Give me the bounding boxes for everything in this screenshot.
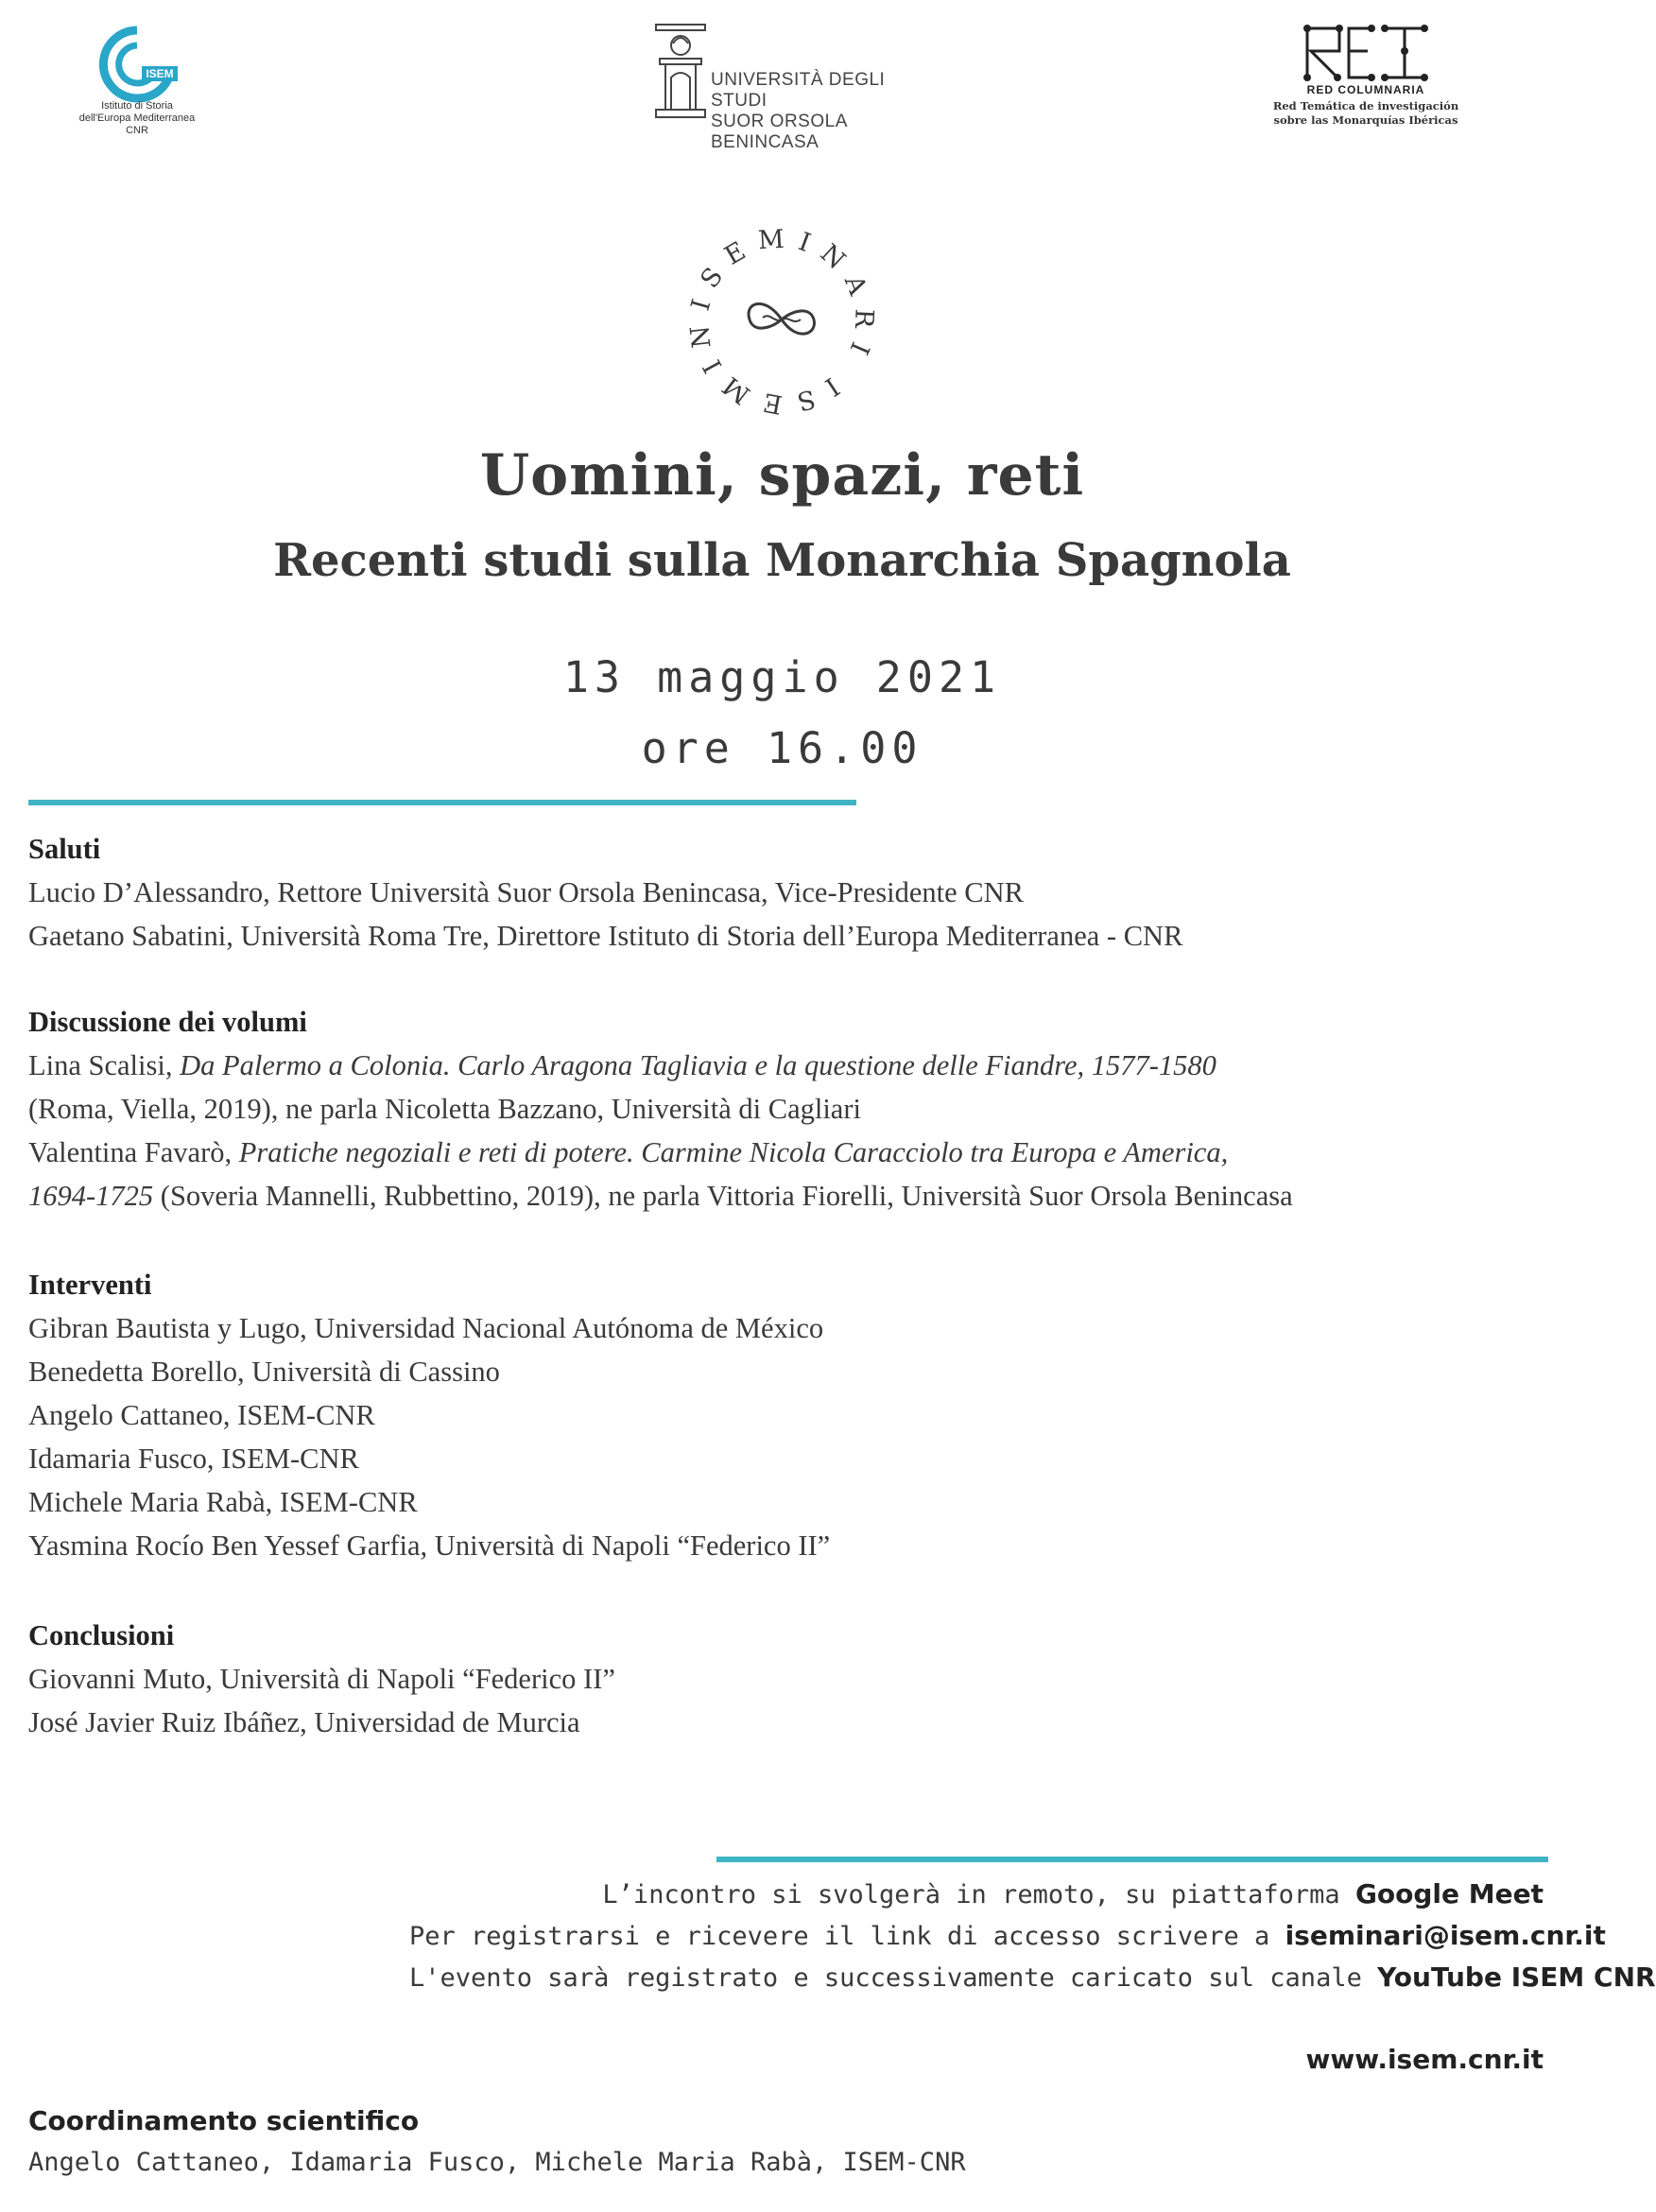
event-time: ore 16.00 <box>641 723 923 773</box>
unisob-name: UNIVERSITÀ DEGLI STUDI SUOR ORSOLA BENINCASA <box>711 70 886 152</box>
university-emblem-icon <box>652 23 709 122</box>
section-heading: Interventi <box>28 1269 152 1301</box>
unisob-logo <box>652 23 926 152</box>
section-heading: Coordinamento scientifico <box>28 2105 420 2136</box>
section-heading: Discussione dei volumi <box>28 1006 307 1038</box>
program-line: Yasmina Rocío Ben Yessef Garfia, Università di Napoli “Federico II” <box>28 1529 831 1562</box>
program-line: Giovanni Muto, Università di Napoli “Federico II” <box>28 1663 615 1695</box>
volume-title: Pratiche negoziali e reti di potere. Carmine Nicola Caracciolo tra Europa e America, <box>238 1136 1229 1168</box>
volume-author: Valentina Favarò, <box>28 1136 239 1168</box>
iseminari-seal <box>659 217 905 425</box>
program-line: Angelo Cattaneo, ISEM-CNR <box>28 1399 375 1431</box>
program-line: (Roma, Viella, 2019), ne parla Nicoletta Bazzano, Università di Cagliari <box>28 1093 861 1125</box>
isem-caption: Istituto di Storia dell'Europa Mediterranea CNR <box>78 100 196 136</box>
event-date: 13 maggio 2021 <box>562 652 1002 702</box>
coordinamento-scientifico <box>28 2100 966 2184</box>
program-line: Idamaria Fusco, ISEM-CNR <box>28 1443 359 1475</box>
program-line: Gibran Bautista y Lugo, Universidad Nacional Autónoma de México <box>28 1312 824 1344</box>
accent-divider-top <box>28 800 856 805</box>
red-columnaria-name: RED COLUMNARIA <box>1306 83 1425 96</box>
section-conclusioni <box>28 1614 1541 1744</box>
red-columnaria-logo <box>1252 23 1479 128</box>
network-grid-icon <box>1300 23 1432 81</box>
program-line <box>28 1131 1541 1174</box>
section-saluti <box>28 827 1541 958</box>
event-info <box>409 1874 1656 1998</box>
program-line <box>28 1044 1541 1087</box>
event-subtitle: Recenti studi sulla Monarchia Spagnola <box>273 534 1291 587</box>
info-platform: L’incontro si svolgerà in remoto, su piattaforma Google Meet <box>602 1878 1544 1910</box>
program-line: Gaetano Sabatini, Università Roma Tre, Direttore Istituto di Storia dell’Europa Mediterranea - CNR <box>28 920 1183 952</box>
section-heading: Saluti <box>28 833 101 865</box>
coordinators-names: Angelo Cattaneo, Idamaria Fusco, Michele Maria Rabà, ISEM-CNR <box>28 2148 966 2177</box>
info-registration: Per registrarsi e ricevere il link di accesso scrivere a iseminari@isem.cnr.it <box>409 1920 1606 1951</box>
event-title: Uomini, spazi, reti <box>479 442 1085 509</box>
website-url: www.isem.cnr.it <box>1305 2044 1544 2075</box>
seal-text: ISEMINARI ISEMIN <box>683 224 879 420</box>
youtube-channel: YouTube ISEM CNR <box>1377 1961 1656 1993</box>
registration-email: iseminari@isem.cnr.it <box>1285 1920 1606 1951</box>
program-line <box>28 1174 1541 1218</box>
program-line: Lucio D’Alessandro, Rettore Università Suor Orsola Benincasa, Vice-Presidente CNR <box>28 876 1024 908</box>
program-line: Benedetta Borello, Università di Cassino <box>28 1356 500 1388</box>
section-interventi <box>28 1263 1541 1567</box>
section-heading: Conclusioni <box>28 1619 175 1651</box>
info-recording: L'evento sarà registrato e successivamente caricato sul canale YouTube ISEM CNR <box>409 1961 1656 1993</box>
iseminari-seal-icon <box>659 217 905 425</box>
red-columnaria-subtitle: Red Temática de investigación sobre las Monarquías Ibéricas <box>1272 99 1459 127</box>
svg-text:ISEMINARI ISEMINARI <box>659 217 879 419</box>
accent-divider-bottom <box>716 1857 1548 1862</box>
isem-logo-text: ISEM <box>146 67 174 80</box>
isem-logo <box>76 25 198 137</box>
platform-name: Google Meet <box>1354 1878 1544 1910</box>
isem-emblem-icon <box>95 25 180 98</box>
volume-author: Lina Scalisi, <box>28 1049 181 1081</box>
section-discussione <box>28 1000 1541 1218</box>
volume-title: 1694-1725 <box>28 1180 154 1212</box>
volume-title: Da Palermo a Colonia. Carlo Aragona Tagliavia e la questione delle Fiandre, 1577-1580 <box>180 1049 1216 1081</box>
volume-details: (Soveria Mannelli, Rubbettino, 2019), ne parla Vittoria Fiorelli, Università Suor Orsola Benincasa <box>153 1180 1293 1212</box>
program-line: Michele Maria Rabà, ISEM-CNR <box>28 1486 418 1518</box>
program-line: José Javier Ruiz Ibáñez, Universidad de Murcia <box>28 1706 580 1738</box>
